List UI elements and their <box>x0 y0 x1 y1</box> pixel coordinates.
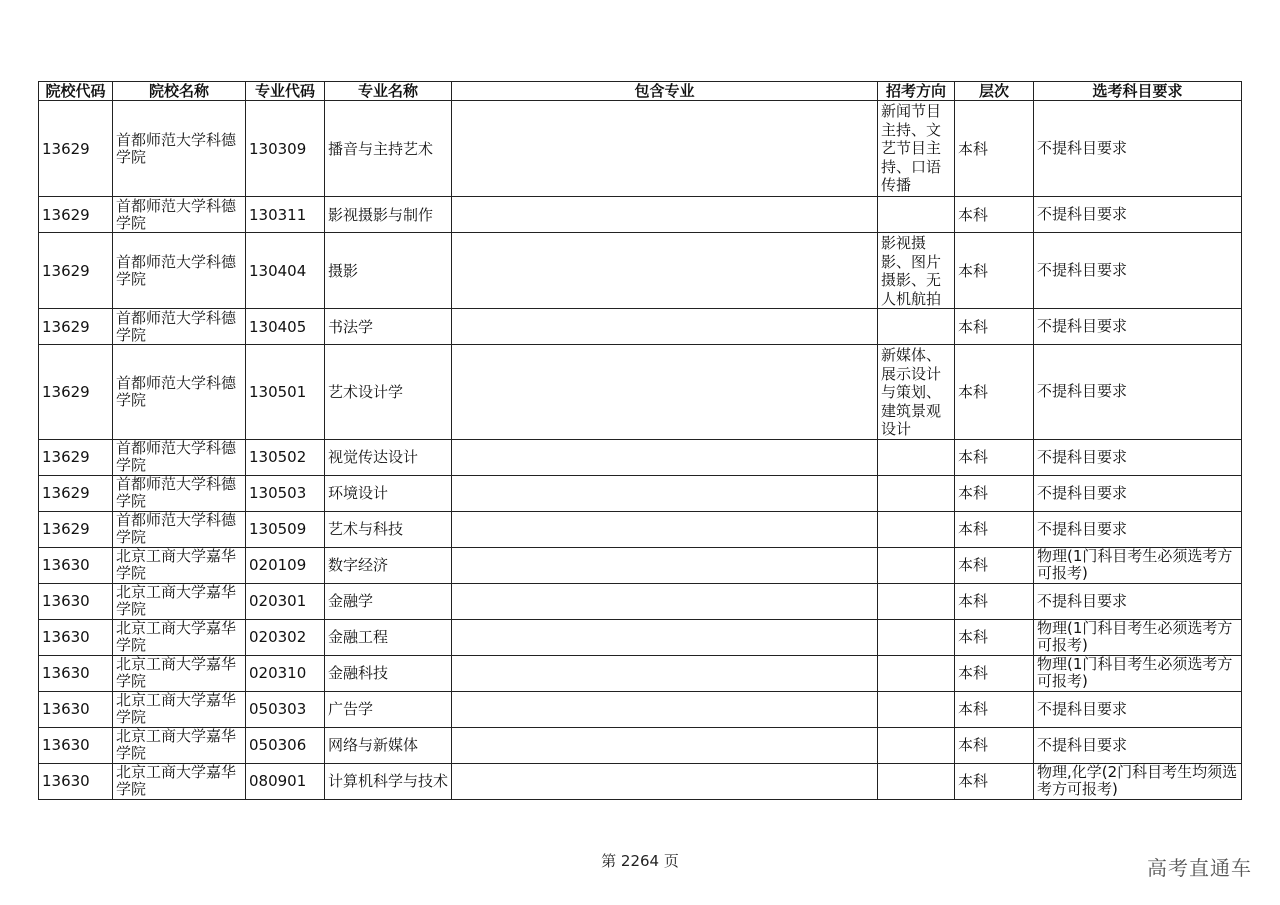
cell-school-name: 北京工商大学嘉华学院 <box>113 763 246 799</box>
cell-major-name: 艺术设计学 <box>325 345 452 440</box>
table-row <box>39 101 1242 197</box>
cell-direction <box>878 547 955 583</box>
cell-school-code: 13629 <box>39 475 113 511</box>
cell-school-code: 13630 <box>39 763 113 799</box>
cell-school-name: 北京工商大学嘉华学院 <box>113 619 246 655</box>
cell-school-name: 首都师范大学科德学院 <box>113 345 246 440</box>
cell-includes <box>452 547 878 583</box>
cell-level: 本科 <box>955 101 1034 197</box>
cell-direction <box>878 309 955 345</box>
cell-major-name: 金融学 <box>325 583 452 619</box>
cell-includes <box>452 475 878 511</box>
cell-major-name: 书法学 <box>325 309 452 345</box>
cell-school-code: 13630 <box>39 655 113 691</box>
cell-direction: 影视摄影、图片摄影、无人机航拍 <box>878 233 955 309</box>
cell-major-code: 130501 <box>246 345 325 440</box>
cell-direction <box>878 763 955 799</box>
header-school-name: 院校名称 <box>113 82 246 101</box>
cell-major-name: 艺术与科技 <box>325 511 452 547</box>
cell-school-code: 13629 <box>39 439 113 475</box>
cell-direction <box>878 727 955 763</box>
cell-includes <box>452 345 878 440</box>
cell-includes <box>452 101 878 197</box>
cell-major-code: 130502 <box>246 439 325 475</box>
cell-subject-req: 不提科目要求 <box>1034 233 1242 309</box>
table-row <box>39 511 1242 547</box>
table-row <box>39 197 1242 233</box>
table-row <box>39 547 1242 583</box>
cell-includes <box>452 583 878 619</box>
cell-school-name: 首都师范大学科德学院 <box>113 309 246 345</box>
cell-major-code: 130503 <box>246 475 325 511</box>
table-row <box>39 309 1242 345</box>
cell-includes <box>452 763 878 799</box>
cell-direction <box>878 655 955 691</box>
cell-level: 本科 <box>955 763 1034 799</box>
header-direction: 招考方向 <box>878 82 955 101</box>
cell-school-code: 13630 <box>39 619 113 655</box>
cell-major-name: 视觉传达设计 <box>325 439 452 475</box>
table-row <box>39 439 1242 475</box>
cell-school-name: 首都师范大学科德学院 <box>113 475 246 511</box>
cell-school-code: 13629 <box>39 511 113 547</box>
cell-major-name: 广告学 <box>325 691 452 727</box>
table-row <box>39 233 1242 309</box>
header-major-code: 专业代码 <box>246 82 325 101</box>
cell-major-code: 050306 <box>246 727 325 763</box>
cell-major-code: 130311 <box>246 197 325 233</box>
header-includes: 包含专业 <box>452 82 878 101</box>
header-subject-req: 选考科目要求 <box>1034 82 1242 101</box>
cell-subject-req: 不提科目要求 <box>1034 439 1242 475</box>
cell-school-name: 首都师范大学科德学院 <box>113 101 246 197</box>
cell-school-code: 13629 <box>39 309 113 345</box>
cell-direction <box>878 583 955 619</box>
cell-level: 本科 <box>955 309 1034 345</box>
cell-school-code: 13629 <box>39 101 113 197</box>
cell-major-code: 130404 <box>246 233 325 309</box>
cell-major-name: 摄影 <box>325 233 452 309</box>
cell-level: 本科 <box>955 727 1034 763</box>
cell-includes <box>452 439 878 475</box>
cell-major-code: 050303 <box>246 691 325 727</box>
cell-subject-req: 不提科目要求 <box>1034 197 1242 233</box>
cell-major-code: 020302 <box>246 619 325 655</box>
cell-school-name: 北京工商大学嘉华学院 <box>113 583 246 619</box>
cell-major-code: 020109 <box>246 547 325 583</box>
cell-major-name: 金融科技 <box>325 655 452 691</box>
cell-school-code: 13630 <box>39 727 113 763</box>
table-row <box>39 727 1242 763</box>
cell-school-name: 首都师范大学科德学院 <box>113 233 246 309</box>
table-row <box>39 691 1242 727</box>
cell-direction: 新媒体、展示设计与策划、建筑景观设计 <box>878 345 955 440</box>
cell-subject-req: 物理(1门科目考生必须选考方可报考) <box>1034 655 1242 691</box>
cell-school-name: 北京工商大学嘉华学院 <box>113 691 246 727</box>
cell-major-code: 130405 <box>246 309 325 345</box>
page-number: 第 2264 页 <box>601 852 679 870</box>
cell-direction <box>878 475 955 511</box>
cell-level: 本科 <box>955 475 1034 511</box>
cell-subject-req: 不提科目要求 <box>1034 691 1242 727</box>
cell-school-code: 13629 <box>39 233 113 309</box>
cell-level: 本科 <box>955 439 1034 475</box>
cell-subject-req: 不提科目要求 <box>1034 511 1242 547</box>
cell-includes <box>452 233 878 309</box>
cell-school-name: 北京工商大学嘉华学院 <box>113 655 246 691</box>
cell-major-code: 130309 <box>246 101 325 197</box>
cell-direction <box>878 691 955 727</box>
header-school-code: 院校代码 <box>39 82 113 101</box>
cell-level: 本科 <box>955 511 1034 547</box>
cell-major-name: 环境设计 <box>325 475 452 511</box>
cell-includes <box>452 691 878 727</box>
cell-includes <box>452 511 878 547</box>
cell-direction <box>878 511 955 547</box>
table-row <box>39 345 1242 440</box>
cell-direction <box>878 619 955 655</box>
cell-subject-req: 不提科目要求 <box>1034 583 1242 619</box>
cell-level: 本科 <box>955 345 1034 440</box>
cell-level: 本科 <box>955 547 1034 583</box>
cell-subject-req: 不提科目要求 <box>1034 345 1242 440</box>
cell-level: 本科 <box>955 619 1034 655</box>
cell-school-code: 13629 <box>39 345 113 440</box>
cell-includes <box>452 197 878 233</box>
cell-major-name: 播音与主持艺术 <box>325 101 452 197</box>
cell-major-name: 计算机科学与技术 <box>325 763 452 799</box>
cell-direction <box>878 197 955 233</box>
cell-subject-req: 物理,化学(2门科目考生均须选考方可报考) <box>1034 763 1242 799</box>
watermark-text: 高考直通车 <box>1147 856 1252 880</box>
cell-school-name: 首都师范大学科德学院 <box>113 511 246 547</box>
cell-level: 本科 <box>955 233 1034 309</box>
cell-subject-req: 物理(1门科目考生必须选考方可报考) <box>1034 619 1242 655</box>
cell-major-code: 080901 <box>246 763 325 799</box>
header-level: 层次 <box>955 82 1034 101</box>
cell-includes <box>452 619 878 655</box>
cell-includes <box>452 727 878 763</box>
cell-major-code: 130509 <box>246 511 325 547</box>
cell-major-name: 网络与新媒体 <box>325 727 452 763</box>
table-row <box>39 619 1242 655</box>
cell-major-name: 金融工程 <box>325 619 452 655</box>
cell-includes <box>452 309 878 345</box>
cell-subject-req: 不提科目要求 <box>1034 727 1242 763</box>
cell-subject-req: 物理(1门科目考生必须选考方可报考) <box>1034 547 1242 583</box>
cell-major-name: 影视摄影与制作 <box>325 197 452 233</box>
cell-subject-req: 不提科目要求 <box>1034 475 1242 511</box>
cell-major-name: 数字经济 <box>325 547 452 583</box>
cell-major-code: 020310 <box>246 655 325 691</box>
cell-school-name: 北京工商大学嘉华学院 <box>113 547 246 583</box>
cell-school-name: 首都师范大学科德学院 <box>113 197 246 233</box>
cell-level: 本科 <box>955 655 1034 691</box>
cell-level: 本科 <box>955 583 1034 619</box>
table-row <box>39 583 1242 619</box>
table-row <box>39 763 1242 799</box>
table-header-row <box>39 82 1242 101</box>
cell-level: 本科 <box>955 691 1034 727</box>
table-row <box>39 475 1242 511</box>
cell-level: 本科 <box>955 197 1034 233</box>
cell-subject-req: 不提科目要求 <box>1034 309 1242 345</box>
cell-includes <box>452 655 878 691</box>
table-row <box>39 655 1242 691</box>
cell-school-name: 北京工商大学嘉华学院 <box>113 727 246 763</box>
cell-school-code: 13630 <box>39 691 113 727</box>
cell-school-code: 13630 <box>39 583 113 619</box>
cell-school-name: 首都师范大学科德学院 <box>113 439 246 475</box>
cell-major-code: 020301 <box>246 583 325 619</box>
cell-school-code: 13629 <box>39 197 113 233</box>
cell-direction: 新闻节目主持、文艺节目主持、口语传播 <box>878 101 955 197</box>
cell-subject-req: 不提科目要求 <box>1034 101 1242 197</box>
admission-table <box>38 81 1242 800</box>
header-major-name: 专业名称 <box>325 82 452 101</box>
cell-school-code: 13630 <box>39 547 113 583</box>
cell-direction <box>878 439 955 475</box>
